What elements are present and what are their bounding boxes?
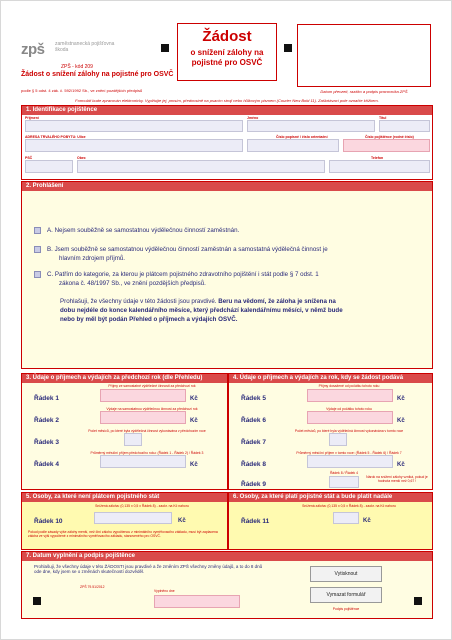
row9-label: Řádek 9 — [241, 481, 266, 488]
town-field[interactable] — [77, 160, 325, 173]
option-b-text: B. Jsem souběžně se samostatnou výdělečnou činností zaměstnán a samostatná výdělečná činnost je — [47, 246, 328, 253]
section-title: 7. Datum vyplnění a podpis pojištěnce — [22, 552, 432, 561]
surname-field[interactable] — [25, 120, 243, 132]
row10-caption: Snížená záloha: (0,135 x 0,5 x Řádek 8) - zaokr. na Kč nahoru — [95, 504, 189, 508]
row5-label: Řádek 5 — [241, 395, 266, 402]
section-identification — [21, 105, 433, 180]
clear-form-button[interactable]: Vymazat formulář — [310, 587, 382, 603]
degree-field[interactable] — [379, 120, 430, 132]
print-button[interactable]: Vytisknout — [310, 566, 382, 582]
row1-field[interactable] — [100, 389, 186, 402]
section-state-insured — [228, 492, 433, 550]
row8-label: Řádek 8 — [241, 461, 266, 468]
house-number-field[interactable] — [247, 139, 339, 152]
option-a-checkbox[interactable] — [34, 227, 41, 234]
insurance-number-label: Číslo pojištěnce (rodné číslo) — [365, 135, 414, 139]
signature-label: Podpis pojištěnce — [332, 607, 360, 611]
section-title: 6. Osoby, za které platí pojistné stát a bude platit nadále — [229, 493, 432, 502]
phone-label: Telefon — [371, 156, 384, 160]
row2-currency: Kč — [190, 418, 198, 424]
row2-label: Řádek 2 — [34, 417, 59, 424]
logo-name: zaměstnanecká pojišťovna škoda — [55, 41, 115, 53]
option-b-checkbox[interactable] — [34, 246, 41, 253]
title-box — [177, 23, 277, 81]
row4-currency: Kč — [190, 462, 198, 468]
legal-note: podle § 5 odst. 4 zák. č. 592/1992 Sb., ve znění pozdějších předpisů — [21, 88, 143, 93]
row4-caption: Průměrný měsíční příjem předchozího roku: (Řádek 1 - Řádek 2) / Řádek 3 — [90, 451, 204, 455]
registration-mark — [161, 44, 169, 52]
row10-label: Řádek 10 — [34, 518, 63, 525]
phone-field[interactable] — [329, 160, 430, 173]
name-field[interactable] — [247, 120, 375, 132]
row11-field[interactable] — [333, 512, 359, 524]
instructions-text: Formulář bude zpracován elektronicky. Vyplňujte jej, prosím, přednostně na psacím stroji nebo hůlkovým písmem (Courier New Bold 11). Zaškrtávací pole označte křížkem. — [75, 98, 379, 103]
declaration-line2: dobu nejdéle do konce kalendářního měsíce, který předchází kalendářnímu měsíci, v němž bude — [60, 307, 343, 314]
row11-caption: Snížená záloha: (0,135 x 0,5 x Řádek 8) - zaokr. na Kč nahoru — [302, 504, 396, 508]
row10-currency: Kč — [178, 518, 186, 524]
section-declaration — [21, 181, 433, 369]
degree-label: Titul — [379, 116, 387, 120]
row11-currency: Kč — [363, 518, 371, 524]
row3-label: Řádek 3 — [34, 439, 59, 446]
row9-caption: Řádek 8 / Řádek 4 — [329, 471, 359, 475]
title-sub: o snížení zálohy na pojistné pro OSVČ — [190, 48, 264, 67]
row6-caption: Výdaje od počátku tohoto roku — [326, 407, 372, 411]
section-previous-year — [21, 373, 228, 490]
registration-mark — [414, 597, 422, 605]
surname-label: Příjmení — [25, 116, 39, 120]
row6-field[interactable] — [307, 411, 393, 424]
title-main: Žádost — [202, 28, 252, 45]
date-field[interactable] — [154, 595, 240, 608]
section-title: 4. Údaje o příjmech a výdajích za rok, kdy se žádost podává — [229, 374, 432, 383]
insurance-number-field[interactable] — [343, 139, 430, 152]
row5-caption: Příjmy dosažené od počátku tohoto roku — [318, 384, 380, 388]
declaration-plain: Prohlašuji, že všechny údaje v této žádosti jsou pravdivé. — [60, 298, 217, 305]
name-label: Jméno — [247, 116, 259, 120]
signature-declaration: Prohlašuji, že všechny údaje v této ŽÁDOSTI jsou pravdivé a že změním ZPŠ všechny změny údajů, a to do 8 dnů ode dne, kdy jsem se o změnách skutečností dozvěděl. — [34, 564, 263, 574]
town-label: Obec — [77, 156, 86, 160]
option-c-text-cont: zákona č. 48/1997 Sb., ve znění pozdějších předpisů. — [59, 280, 206, 287]
row5-currency: Kč — [397, 396, 405, 402]
row7-caption: Počet měsíců, po které byla výdělečná činnost vykonávána v tomto roce — [294, 429, 404, 433]
registration-mark — [284, 44, 292, 52]
row2-field[interactable] — [100, 411, 186, 424]
row2-caption: Výdaje na samostatnou výdělečnou činnost za předchozí rok — [106, 407, 198, 411]
row4-field[interactable] — [100, 455, 186, 468]
form-code: ZPŠ 79.51/2012 — [80, 585, 105, 589]
date-label: Vyplněno dne — [154, 589, 175, 593]
receipt-note: Datum převzetí, razítko a podpis pracovníka ZPŠ — [320, 89, 408, 94]
zip-field[interactable] — [25, 160, 73, 173]
section-title: 2. Prohlášení — [22, 182, 432, 191]
section-current-year — [228, 373, 433, 490]
option-a-text: A. Nejsem souběžně se samostatnou výdělečnou činností zaměstnán. — [47, 227, 240, 234]
form-title: Žádost o snížení zálohy na pojistné pro OSVČ — [21, 71, 174, 78]
section-title: 5. Osoby, za které není plátcem pojistného stát — [22, 493, 227, 502]
section-signature — [21, 551, 433, 619]
row10-field[interactable] — [94, 512, 172, 524]
row7-field[interactable] — [329, 433, 347, 446]
row1-currency: Kč — [190, 396, 198, 402]
row6-currency: Kč — [397, 418, 405, 424]
declaration-line3: nebo by měl být podán Přehled o příjmech a výdajích OSVČ. — [60, 316, 238, 323]
row7-label: Řádek 7 — [241, 439, 266, 446]
row4-label: Řádek 4 — [34, 461, 59, 468]
row8-field[interactable] — [307, 455, 393, 468]
section-title: 1. Identifikace pojištěnce — [22, 106, 432, 115]
section-title: 3. Údaje o příjmech a výdajích za předchozí rok (dle Přehledu) — [22, 374, 227, 383]
house-number-label: Číslo popisné / číslo orientační — [276, 135, 328, 139]
receipt-stamp-box — [297, 24, 431, 87]
row10-note: Pokud podle zásady výše zálohy menší, než činí zálohu vypočtenou z minimálního vyměřovacího základu, musí být zaplacena záloha ve výši vypočtené z minimálního vyměřovacího základu, stanoveného pro OSVČ. — [28, 530, 218, 538]
insurer-code: ZPŠ - kód 209 — [61, 64, 93, 70]
zps-logo — [21, 37, 121, 67]
row11-label: Řádek 11 — [241, 518, 270, 525]
row1-caption: Příjmy ze samostatné výdělečné činnosti za předchozí rok — [108, 384, 196, 388]
row8-caption: Průměrný měsíční příjem v tomto roce: (Řádek 5 - Řádek 6) / Řádek 7 — [296, 451, 402, 455]
declaration-text — [60, 297, 336, 306]
row1-label: Řádek 1 — [34, 395, 59, 402]
row5-field[interactable] — [307, 389, 393, 402]
row6-label: Řádek 6 — [241, 417, 266, 424]
logo-mark: zpš — [21, 41, 45, 58]
row3-field[interactable] — [124, 433, 142, 446]
zip-label: PSČ — [25, 156, 33, 160]
option-c-checkbox[interactable] — [34, 271, 41, 278]
row8-currency: Kč — [397, 462, 405, 468]
option-b-text-cont: hlavním zdrojem příjmů. — [59, 255, 126, 262]
row9-note: Nárok na snížení zálohy vzniká, pokud je hodnota menší než 0,67 ! — [366, 475, 428, 483]
declaration-bold: Beru na vědomí, že záloha je snížena na — [218, 298, 336, 305]
row3-caption: Počet měsíců, po které byla výdělečná činnost vykonávána v předchozím roce — [88, 429, 206, 433]
registration-mark — [33, 597, 41, 605]
street-field[interactable] — [25, 139, 243, 152]
row9-field[interactable] — [329, 476, 359, 488]
address-label: ADRESA TRVALÉHO POBYTU: Ulice — [25, 135, 86, 139]
section-not-state-insured — [21, 492, 228, 550]
option-c-text: C. Patřím do kategorie, za kterou je plátcem pojistného zdravotního pojištění i stát podle § 7 odst. 1 — [47, 271, 319, 278]
